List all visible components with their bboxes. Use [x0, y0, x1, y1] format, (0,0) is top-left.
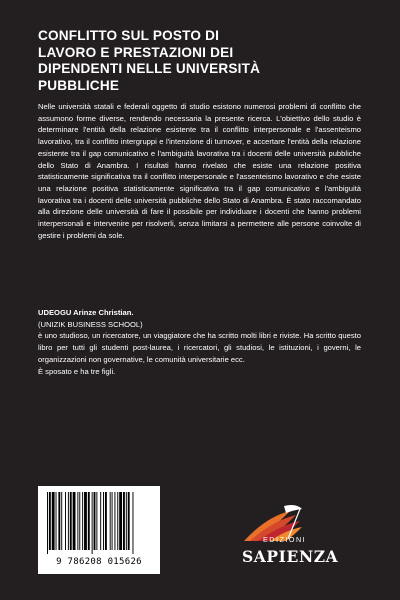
- isbn-number: 9 786208 015626: [56, 557, 142, 567]
- author-section: [38, 307, 361, 377]
- author-affiliation: (UNIZIK BUSINESS SCHOOL): [38, 319, 143, 329]
- title-line: PUBBLICHE: [38, 77, 120, 93]
- publisher-label: EDIZIONI: [263, 535, 307, 544]
- title-line: DIPENDENTI NELLE UNIVERSITÀ: [38, 61, 261, 76]
- isbn-barcode: [38, 486, 160, 574]
- publisher-logo: [236, 503, 356, 573]
- book-title: [38, 28, 368, 94]
- title-line: CONFLITTO SUL POSTO DI: [38, 28, 220, 43]
- publisher-name: SAPIENZA: [242, 547, 339, 566]
- author-bio-last: È sposato e ha tre figli.: [38, 366, 116, 376]
- barcode-bars: [38, 486, 160, 558]
- title-line: LAVORO E PRESTAZIONI DEI: [38, 44, 234, 60]
- author-name: UDEOGU Arinze Christian.: [38, 308, 134, 317]
- author-bio: è uno studioso, un ricercatore, un viaggiatore che ha scritto molti libri e riviste. Ha scritto questo libro per tutti gli studenti post-laurea, i ricercatori, gli studiosi, le istituzioni, i governi, le organizzazioni non governative, le comunità universitarie ecc.: [38, 331, 361, 364]
- book-abstract: Nelle università statali e federali oggetto di studio esistono numerosi problemi di conflitto che assumono forme diverse, rendendo necessaria la presente ricerca. L'obiettivo dello studio è determinare l'entità della relazione esistente tra il conflitto interpersonale e l'assenteismo lavorativo, tra il conflitto intergruppi e l'intenzione di turnover, e accertare l'entità della relazione esistente tra il gap comunicativo e l'ambiguità lavorativa tra i docenti delle università pubbliche dello Stato di Anambra. I risultati hanno rivelato che esiste una relazione positiva statisticamente significativa tra il conflitto interpersonale e l'assenteismo lavorativo e che esiste una relazione positiva statisticamente significativa tra il gap comunicativo e l'ambiguità lavorativa tra i docenti delle università pubbliche dello Stato di Anambra. È stato raccomandato alla direzione delle università di fare il possibile per individuare i docenti che hanno problemi interpersonali e intervenire per risolverli, senza limitarsi a permettere alle persone coinvolte di gestire i problemi da sole.: [38, 102, 361, 240]
